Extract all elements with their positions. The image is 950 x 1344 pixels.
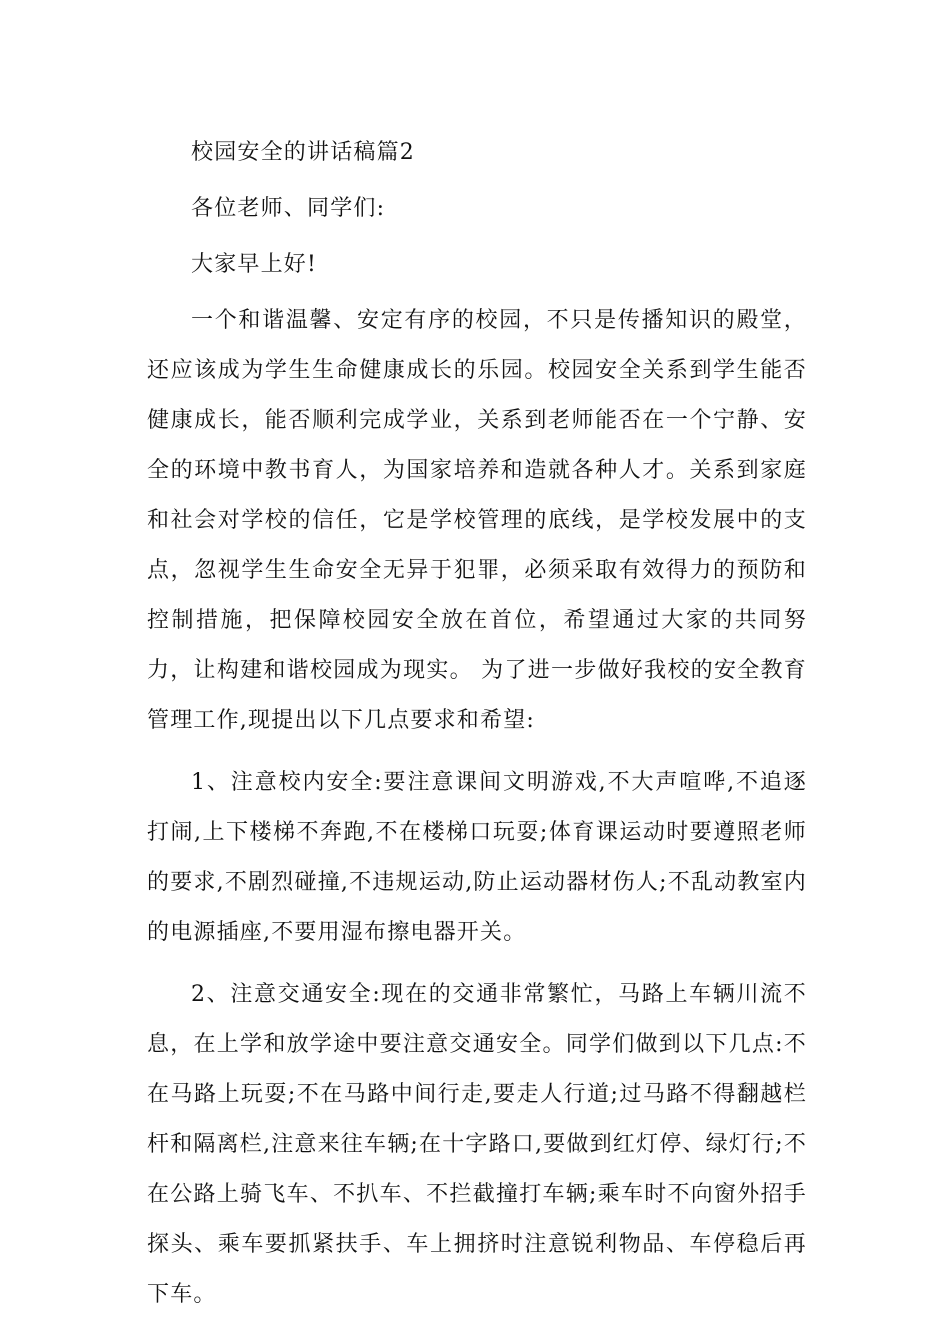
paragraph-intro: 一个和谐温馨、安定有序的校园，不只是传播知识的殿堂，还应该成为学生生命健康成长的乐园。校园安全关系到学生能否健康成长，能否顺利完成学业，关系到老师能否在一个宁静、安全的环境中教书育人，为国家培养和造就各种人才。关系到家庭和社会对学校的信任，它是学校管理的底线，是学校发展中的支点，忽视学生生命安全无异于犯罪，必须采取有效得力的预防和控制措施，把保障校园安全放在首位，希望通过大家的共同努力，让构建和谐校园成为现实。 为了进一步做好我校的安全教育管理工作,现提出以下几点要求和希望: <box>147 308 807 733</box>
greeting: 大家早上好! <box>191 252 318 277</box>
salutation: 各位老师、同学们: <box>191 196 386 221</box>
paragraph-campus-safety: 1、注意校内安全:要注意课间文明游戏,不大声喧哗,不追逐打闹,上下楼梯不奔跑,不在楼梯口玩耍;体育课运动时要遵照老师的要求,不剧烈碰撞,不违规运动,防止运动器材伤人;不乱动教室内的电源插座,不要用湿布擦电器开关。 <box>147 770 807 945</box>
document-page <box>147 128 807 1332</box>
paragraph-traffic-safety: 2、注意交通安全:现在的交通非常繁忙，马路上车辆川流不息，在上学和放学途中要注意交通安全。同学们做到以下几点:不在马路上玩耍;不在马路中间行走,要走人行道;过马路不得翻越栏杆和隔离栏,注意来往车辆;在十字路口,要做到红灯停、绿灯行;不在公路上骑飞车、不扒车、不拦截撞打车辆;乘车时不向窗外招手探头、乘车要抓紧扶手、车上拥挤时注意锐利物品、车停稳后再下车。 <box>147 982 808 1307</box>
document-title: 校园安全的讲话稿篇2 <box>191 140 415 165</box>
